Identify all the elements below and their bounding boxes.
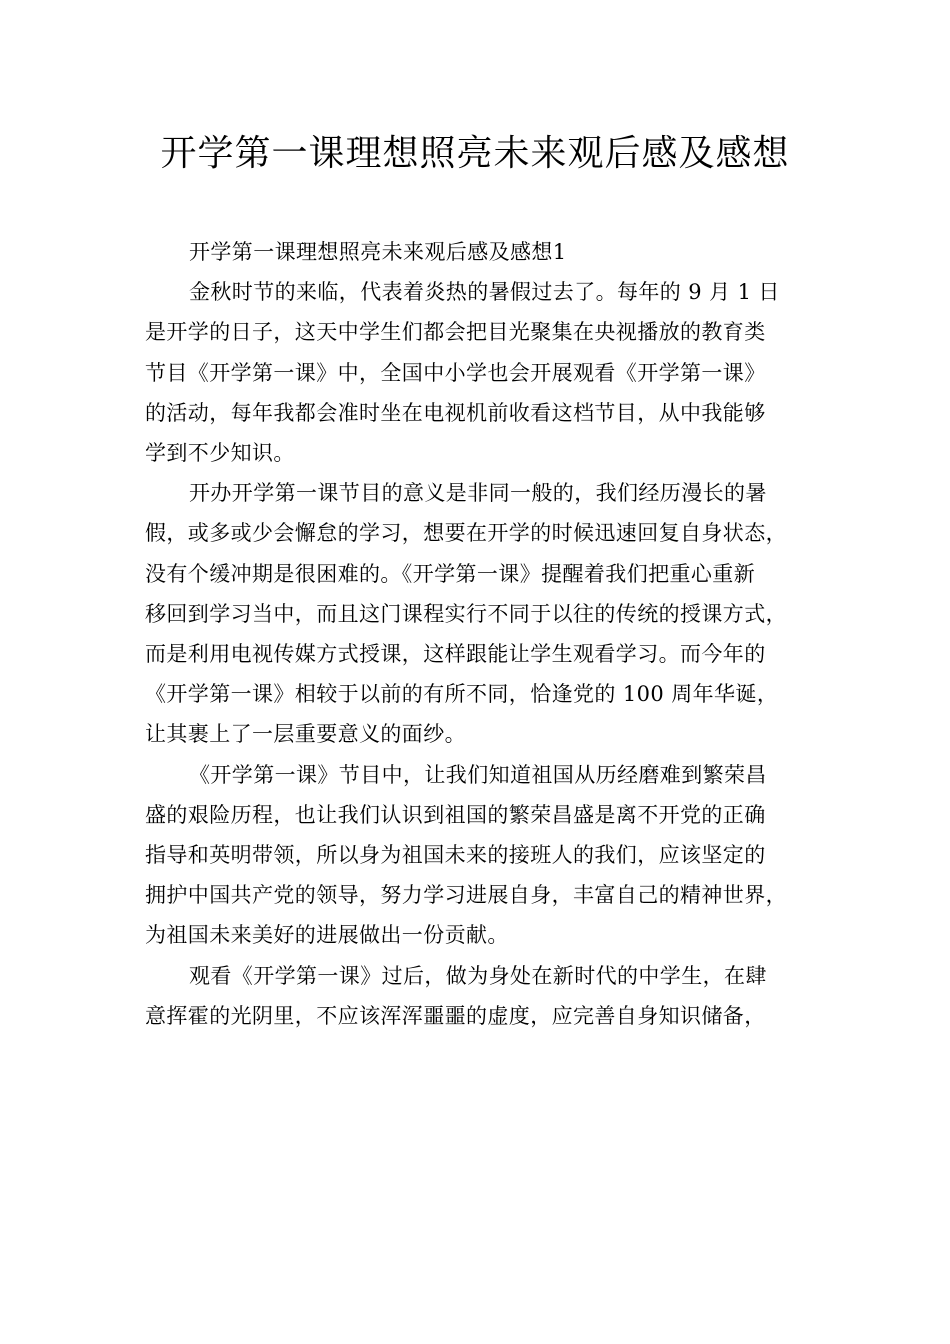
paragraph-line: 意挥霍的光阴里，不应该浑浑噩噩的虚度，应完善自身知识储备，: [145, 1003, 766, 1028]
paragraph-line: 没有个缓冲期是很困难的。《开学第一课》提醒着我们把重心重新: [145, 561, 756, 586]
paragraph-line: 《开学第一课》相较于以前的有所不同，恰逢党的 100 周年华诞，: [145, 682, 779, 707]
paragraph-1: [145, 272, 825, 473]
document-subtitle: 开学第一课理想照亮未来观后感及感想1: [189, 240, 567, 264]
paragraph-line: 假，或多或少会懈怠的学习，想要在开学的时候迅速回复自身状态，: [145, 521, 787, 546]
paragraph-line: 让其裹上了一层重要意义的面纱。: [145, 722, 466, 747]
document-body: [145, 232, 825, 1036]
paragraph-line: 指导和英明带领，所以身为祖国未来的接班人的我们，应该坚定的: [145, 843, 766, 868]
paragraph-line: 是开学的日子，这天中学生们都会把目光聚集在央视播放的教育类: [145, 320, 766, 345]
paragraph-line: 移回到学习当中，而且这门课程实行不同于以往的传统的授课方式，: [145, 601, 787, 626]
paragraph-line: 节目《开学第一课》中，全国中小学也会开展观看《开学第一课》: [145, 360, 766, 385]
paragraph-line: 《开学第一课》节目中，让我们知道祖国从历经磨难到繁荣昌: [189, 762, 767, 787]
paragraph-line: 金秋时节的来临，代表着炎热的暑假过去了。每年的 9 月 1 日: [189, 280, 780, 305]
paragraph-line: 而是利用电视传媒方式授课，这样跟能让学生观看学习。而今年的: [145, 642, 766, 667]
paragraph-line: 的活动，每年我都会准时坐在电视机前收看这档节目，从中我能够: [145, 400, 766, 425]
paragraph-2: [145, 473, 825, 754]
paragraph-line: 拥护中国共产党的领导，努力学习进展自身，丰富自己的精神世界，: [145, 883, 787, 908]
paragraph-3: [145, 755, 825, 956]
paragraph-line: 观看《开学第一课》过后，做为身处在新时代的中学生，在肆: [189, 963, 767, 988]
paragraph-line: 盛的艰险历程，也让我们认识到祖国的繁荣昌盛是离不开党的正确: [145, 802, 766, 827]
document-title: 开学第一课理想照亮未来观后感及感想: [160, 133, 790, 174]
paragraph-line: 学到不少知识。: [145, 441, 295, 466]
paragraph-line: 开办开学第一课节目的意义是非同一般的，我们经历漫长的暑: [189, 481, 767, 506]
paragraph-line: 为祖国未来美好的进展做出一份贡献。: [145, 923, 509, 948]
paragraph-4: [145, 956, 825, 1036]
